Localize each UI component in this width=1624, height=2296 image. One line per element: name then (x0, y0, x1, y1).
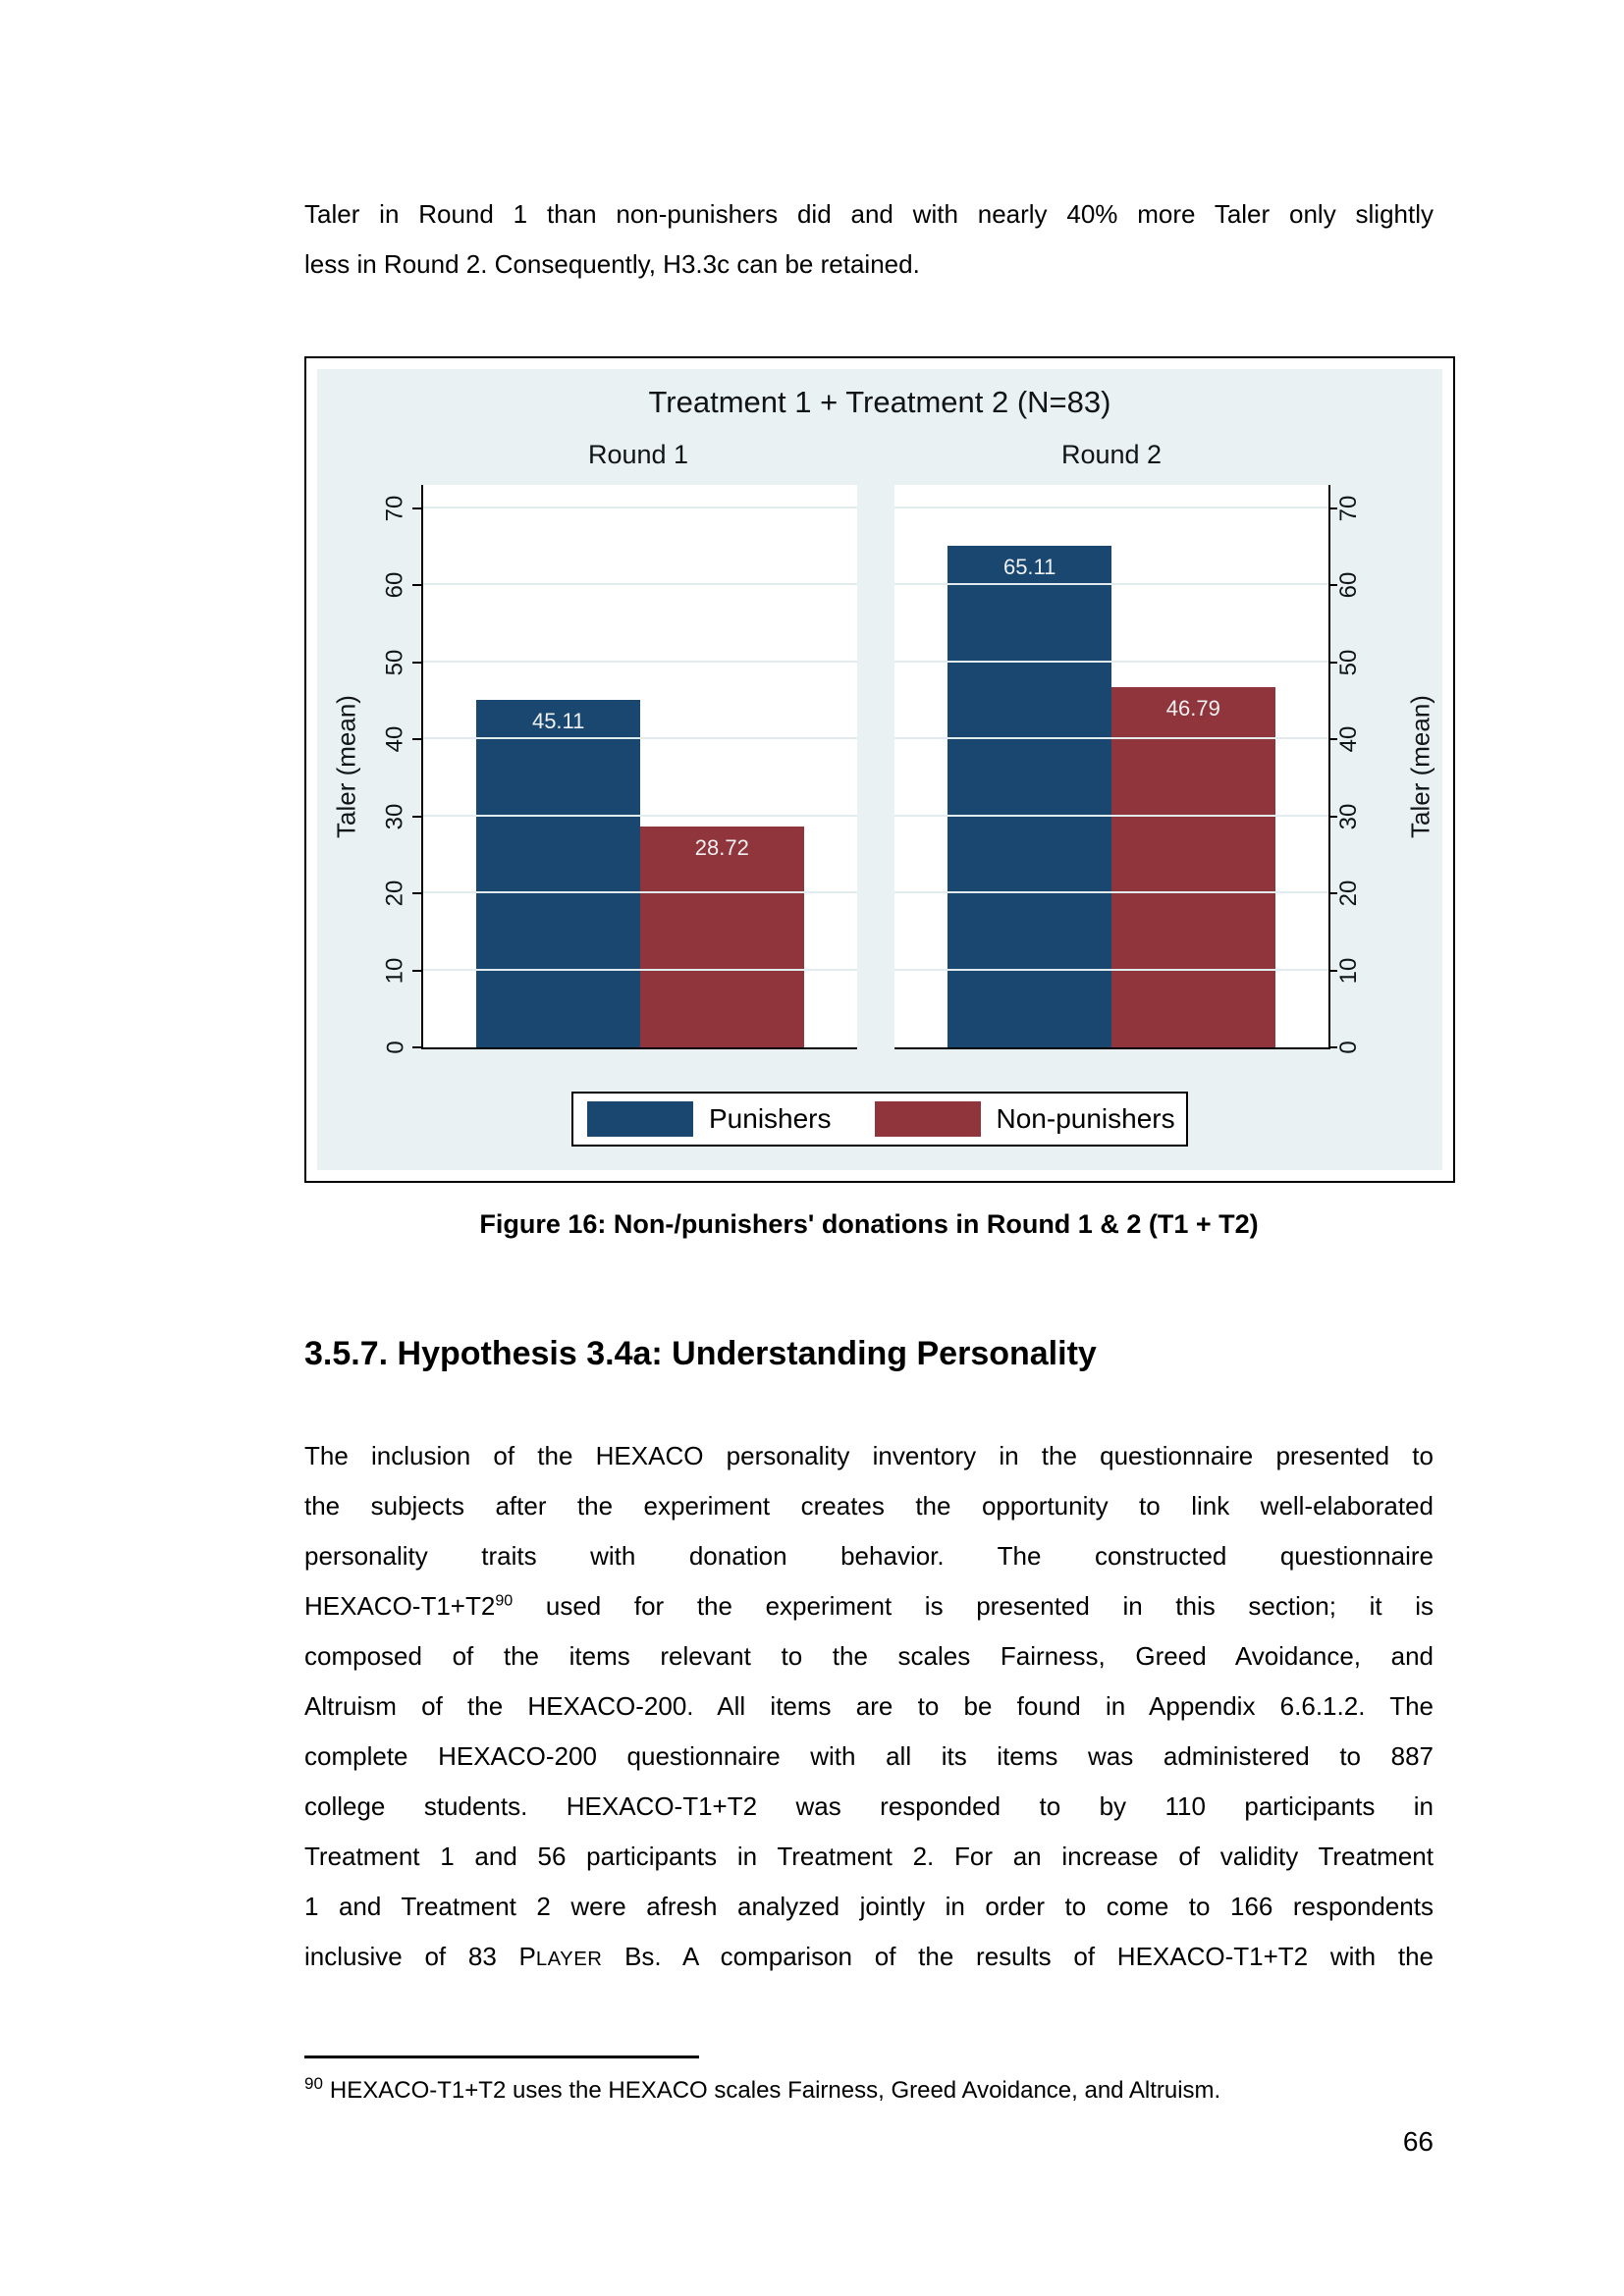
y-tick-label: 0 (382, 1041, 408, 1054)
gridline (894, 969, 1328, 971)
body-line: Treatment 1 and 56 participants in Treatment 2. For an increase of validity Treatment (304, 1842, 1434, 1871)
bar-value-label: 28.72 (694, 834, 749, 860)
gridline (423, 815, 857, 817)
bar-nonpunishers-round1 (640, 827, 804, 1047)
footnote (304, 2073, 1434, 2109)
gridline (894, 507, 1328, 508)
y-tick-label: 50 (382, 649, 408, 675)
body-line-text: Bs. A comparison of the results of HEXACO-T1+T2 with the (602, 1942, 1434, 1971)
body-line: college students. HEXACO-T1+T2 was responded to by 110 participants in (304, 1791, 1434, 1821)
figure-caption: Figure 16: Non-/punishers' donations in Round 1 & 2 (T1 + T2) (479, 1209, 1259, 1239)
footnote-text: HEXACO-T1+T2 uses the HEXACO scales Fairness, Greed Avoidance, and Altruism. (329, 2077, 1221, 2104)
legend-swatch-nonpunishers (875, 1101, 981, 1137)
gridline (894, 583, 1328, 585)
body-line-text: HEXACO-T1+T2 (304, 1591, 496, 1621)
y-tick-label: 60 (1335, 571, 1362, 599)
legend-swatch-punishers (587, 1101, 693, 1137)
y-tick-label: 30 (1335, 803, 1362, 829)
body-line: 1 and Treatment 2 were afresh analyzed jointly in order to come to 166 respondents (304, 1892, 1434, 1921)
y-tick-label: 20 (382, 880, 408, 907)
y-tick-label: 40 (1335, 725, 1362, 753)
y-tick-label: 0 (1335, 1041, 1362, 1054)
y-tick-label: 10 (382, 957, 408, 984)
panel-subtitle-round2: Round 2 (1060, 440, 1163, 469)
body-paragraph (304, 1431, 1434, 1985)
body-line: The inclusion of the HEXACO personality inventory in the questionnaire presented to (304, 1441, 1434, 1470)
y-tick-label: 20 (1335, 880, 1362, 907)
y-tick-mark (412, 816, 421, 818)
y-tick-mark (412, 738, 421, 740)
gridline (423, 969, 857, 971)
bar-nonpunishers-round2 (1111, 687, 1275, 1047)
gridline (894, 661, 1328, 663)
gridline (423, 737, 857, 739)
bar-punishers-round2 (947, 546, 1111, 1047)
smallcaps-player: LAYER (535, 1949, 603, 1970)
plot-area-round2 (894, 485, 1330, 1049)
right-axis (1328, 485, 1442, 1054)
body-line: Altruism of the HEXACO-200. All items are to be found in Appendix 6.6.1.2. The (304, 1691, 1434, 1721)
left-axis (317, 485, 421, 1054)
section-heading: 3.5.7. Hypothesis 3.4a: Understanding Personality (304, 1335, 1097, 1372)
body-line: complete HEXACO-200 questionnaire with all its items was administered to 887 (304, 1741, 1434, 1771)
body-line: composed of the items relevant to the scales Fairness, Greed Avoidance, and (304, 1641, 1434, 1671)
y-axis-title: Taler (mean) (1405, 694, 1435, 838)
page-number: 66 (1402, 2126, 1434, 2157)
y-tick-label: 40 (382, 725, 408, 753)
gridline (894, 815, 1328, 817)
bar-chart (317, 369, 1442, 1170)
y-tick-mark (412, 892, 421, 894)
footnote-reference: 90 (495, 1591, 514, 1610)
body-line-text: inclusive of 83 P (304, 1942, 536, 1971)
bar-value-label: 46.79 (1165, 695, 1220, 721)
y-tick-label: 50 (1335, 649, 1362, 675)
y-tick-label: 70 (382, 495, 408, 521)
body-line (304, 1932, 1434, 1985)
gridline (423, 507, 857, 508)
panel-subtitle-round1: Round 1 (587, 440, 689, 469)
legend-label-punishers: Punishers (709, 1103, 832, 1134)
y-axis-title: Taler (mean) (331, 694, 361, 838)
body-line (304, 1581, 1434, 1631)
body-line: the subjects after the experiment creates the opportunity to link well-elaborated (304, 1491, 1434, 1521)
gridline (423, 583, 857, 585)
y-tick-mark (412, 970, 421, 972)
y-tick-label: 10 (1335, 957, 1362, 984)
gridline (894, 737, 1328, 739)
figure-frame (304, 356, 1455, 1183)
y-tick-mark (412, 662, 421, 664)
body-line-text: used for the experiment is presented in this section; it is (513, 1591, 1434, 1621)
y-tick-label: 60 (382, 571, 408, 599)
chart-legend (571, 1092, 1188, 1147)
bar-value-label: 65.11 (1002, 554, 1056, 579)
bar-punishers-round1 (476, 700, 640, 1047)
intro-paragraph (304, 189, 1434, 290)
y-tick-mark (412, 1046, 421, 1048)
chart-title: Treatment 1 + Treatment 2 (N=83) (648, 385, 1111, 419)
bar-value-label: 45.11 (531, 708, 585, 733)
plot-area-round1 (421, 485, 857, 1049)
y-tick-mark (412, 584, 421, 586)
intro-line: Taler in Round 1 than non-punishers did and with nearly 40% more Taler only slightly (304, 199, 1434, 229)
intro-line: less in Round 2. Consequently, H3.3c can be retained. (304, 249, 920, 279)
gridline (423, 891, 857, 893)
body-line: personality traits with donation behavior. The constructed questionnaire (304, 1541, 1434, 1571)
y-tick-label: 70 (1335, 495, 1362, 521)
y-tick-mark (412, 507, 421, 509)
y-tick-label: 30 (382, 803, 408, 829)
gridline (423, 661, 857, 663)
footnote-marker: 90 (304, 2074, 323, 2093)
legend-label-nonpunishers: Non-punishers (996, 1103, 1175, 1134)
gridline (894, 891, 1328, 893)
footnote-separator (304, 2056, 699, 2058)
